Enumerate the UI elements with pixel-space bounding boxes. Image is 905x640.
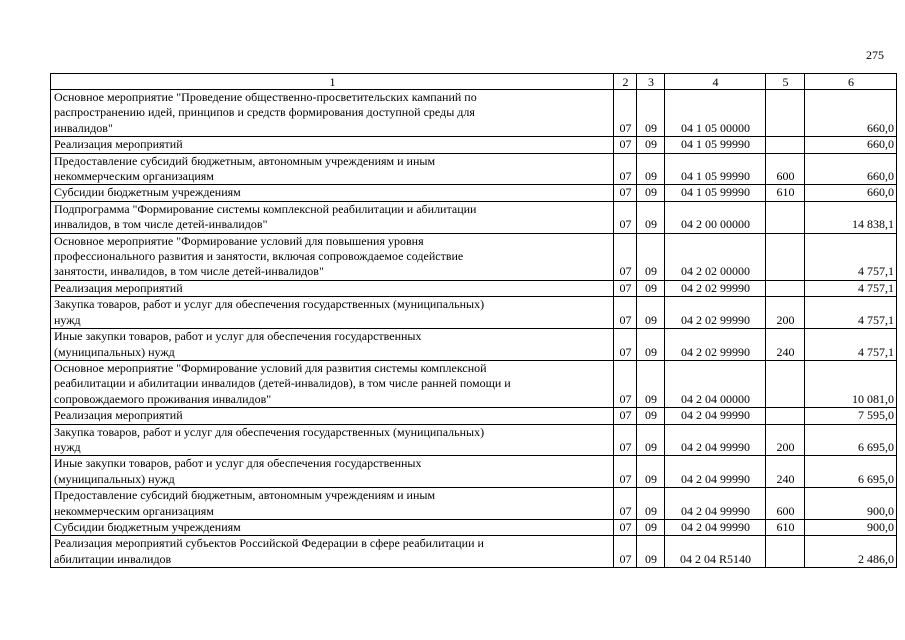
row-cell-c3: 09 [637, 201, 665, 233]
row-cell-c3: 09 [637, 536, 665, 568]
row-cell-c6: 14 838,1 [805, 201, 897, 233]
table-row [51, 137, 897, 153]
row-cell-c3: 09 [637, 488, 665, 520]
row-cell-c3: 09 [637, 137, 665, 153]
row-cell-c3: 09 [637, 280, 665, 296]
table-row [51, 185, 897, 201]
row-name-cell [51, 329, 614, 361]
row-cell-c2: 07 [614, 519, 637, 535]
table-row [51, 90, 897, 137]
row-name-cell [51, 297, 614, 329]
row-cell-c3: 09 [637, 233, 665, 280]
row-cell-c2: 07 [614, 329, 637, 361]
row-name-cell [51, 536, 614, 568]
row-name-line: распространению идей, принципов и средств формирования доступной среды для [54, 105, 475, 120]
row-cell-c4: 04 2 04 R5140 [665, 536, 766, 568]
row-cell-c5: 610 [766, 519, 805, 535]
row-cell-c6: 4 757,1 [805, 329, 897, 361]
row-cell-c6: 2 486,0 [805, 536, 897, 568]
header-row [51, 74, 897, 90]
row-cell-c5: 240 [766, 329, 805, 361]
header-cell-4: 4 [665, 74, 766, 90]
row-name-cell [51, 408, 614, 424]
row-name-line: реабилитации и абилитации инвалидов (детей-инвалидов), в том числе ранней помощи и [54, 376, 511, 391]
row-cell-c3: 09 [637, 90, 665, 137]
row-cell-c2: 07 [614, 280, 637, 296]
table-row [51, 360, 897, 407]
row-cell-c4: 04 2 02 99990 [665, 280, 766, 296]
table-row [51, 519, 897, 535]
header-cell-1: 1 [51, 74, 614, 90]
row-cell-c3: 09 [637, 519, 665, 535]
row-cell-c4: 04 2 04 99990 [665, 456, 766, 488]
row-name-cell [51, 90, 614, 137]
row-cell-c3: 09 [637, 185, 665, 201]
row-cell-c6: 10 081,0 [805, 360, 897, 407]
row-name-line: Основное мероприятие "Проведение общественно-просветительских кампаний по [54, 90, 477, 104]
row-cell-c2: 07 [614, 185, 637, 201]
row-name-cell [51, 456, 614, 488]
row-name-line: профессионального развития и занятости, включая сопровождаемое содействие [54, 249, 464, 264]
row-cell-c4: 04 1 05 99990 [665, 185, 766, 201]
row-cell-c2: 07 [614, 456, 637, 488]
header-cell-3: 3 [637, 74, 665, 90]
table-body [51, 90, 897, 568]
row-name-cell [51, 153, 614, 185]
row-name-cell [51, 185, 614, 201]
row-cell-c5 [766, 536, 805, 568]
row-cell-c6: 660,0 [805, 90, 897, 137]
row-cell-c5 [766, 137, 805, 153]
row-cell-c5 [766, 408, 805, 424]
header-cell-5: 5 [766, 74, 805, 90]
row-name-line: (муниципальных) нужд [54, 471, 175, 486]
row-cell-c5 [766, 201, 805, 233]
budget-table [50, 73, 897, 568]
row-cell-c2: 07 [614, 90, 637, 137]
row-cell-c5: 200 [766, 424, 805, 456]
table-row [51, 456, 897, 488]
row-name-line: Реализация мероприятий [54, 280, 183, 295]
row-cell-c6: 660,0 [805, 137, 897, 153]
row-name-line: нужд [54, 439, 81, 454]
row-name-line: Субсидии бюджетным учреждениям [54, 519, 241, 534]
row-cell-c2: 07 [614, 153, 637, 185]
row-cell-c5 [766, 360, 805, 407]
row-name-line: занятости, инвалидов, в том числе детей-инвалидов" [54, 264, 324, 279]
row-cell-c4: 04 1 05 99990 [665, 153, 766, 185]
row-cell-c6: 4 757,1 [805, 297, 897, 329]
row-cell-c3: 09 [637, 153, 665, 185]
row-cell-c2: 07 [614, 536, 637, 568]
row-cell-c5: 200 [766, 297, 805, 329]
row-name-line: некоммерческим организациям [54, 503, 214, 518]
page-number: 275 [866, 48, 884, 62]
row-cell-c3: 09 [637, 424, 665, 456]
row-cell-c4: 04 2 04 99990 [665, 488, 766, 520]
row-cell-c6: 6 695,0 [805, 456, 897, 488]
row-cell-c4: 04 2 04 99990 [665, 408, 766, 424]
row-name-cell [51, 424, 614, 456]
header-cell-2: 2 [614, 74, 637, 90]
row-name-line: Подпрограмма "Формирование системы комплексной реабилитации и абилитации [54, 201, 477, 216]
row-name-line: Реализация мероприятий субъектов Российской Федерации в сфере реабилитации и [54, 536, 484, 551]
row-cell-c2: 07 [614, 488, 637, 520]
row-cell-c4: 04 1 05 99990 [665, 137, 766, 153]
row-name-line: Иные закупки товаров, работ и услуг для обеспечения государственных [54, 456, 422, 471]
row-cell-c3: 09 [637, 360, 665, 407]
row-name-line: Реализация мероприятий [54, 137, 183, 152]
row-cell-c2: 07 [614, 137, 637, 153]
row-cell-c6: 900,0 [805, 519, 897, 535]
row-cell-c4: 04 2 04 99990 [665, 519, 766, 535]
row-name-line: Основное мероприятие "Формирование условий для развития системы комплексной [54, 360, 487, 375]
row-cell-c2: 07 [614, 297, 637, 329]
row-cell-c2: 07 [614, 408, 637, 424]
table-row [51, 233, 897, 280]
row-cell-c6: 4 757,1 [805, 233, 897, 280]
row-name-line: Предоставление субсидий бюджетным, автономным учреждениям и иным [54, 153, 436, 168]
row-cell-c5 [766, 280, 805, 296]
row-name-line: Основное мероприятие "Формирование условий для повышения уровня [54, 233, 424, 248]
row-cell-c5: 240 [766, 456, 805, 488]
row-name-line: некоммерческим организациям [54, 169, 214, 184]
table-row [51, 424, 897, 456]
row-cell-c4: 04 2 02 99990 [665, 329, 766, 361]
row-cell-c6: 4 757,1 [805, 280, 897, 296]
row-cell-c5 [766, 90, 805, 137]
row-name-cell [51, 280, 614, 296]
row-name-line: Иные закупки товаров, работ и услуг для обеспечения государственных [54, 329, 422, 344]
row-name-line: инвалидов, в том числе детей-инвалидов" [54, 217, 268, 232]
table-row [51, 297, 897, 329]
row-name-cell [51, 137, 614, 153]
row-name-line: абилитации инвалидов [54, 551, 172, 566]
row-cell-c4: 04 2 04 99990 [665, 424, 766, 456]
row-cell-c2: 07 [614, 201, 637, 233]
row-cell-c5 [766, 233, 805, 280]
row-cell-c6: 660,0 [805, 153, 897, 185]
row-cell-c2: 07 [614, 360, 637, 407]
row-cell-c3: 09 [637, 408, 665, 424]
table-row [51, 488, 897, 520]
header-cell-6: 6 [805, 74, 897, 90]
table-row [51, 153, 897, 185]
row-name-line: нужд [54, 312, 81, 327]
row-name-line: Субсидии бюджетным учреждениям [54, 185, 241, 200]
table-row [51, 408, 897, 424]
row-name-cell [51, 488, 614, 520]
row-name-cell [51, 519, 614, 535]
table-row [51, 280, 897, 296]
row-cell-c4: 04 2 00 00000 [665, 201, 766, 233]
table-row [51, 201, 897, 233]
row-name-cell [51, 201, 614, 233]
row-name-line: сопровождаемого проживания инвалидов" [54, 391, 272, 406]
table-row [51, 536, 897, 568]
row-cell-c2: 07 [614, 233, 637, 280]
row-cell-c3: 09 [637, 329, 665, 361]
row-cell-c3: 09 [637, 456, 665, 488]
row-name-cell [51, 360, 614, 407]
row-name-line: Реализация мероприятий [54, 408, 183, 423]
row-cell-c6: 900,0 [805, 488, 897, 520]
row-cell-c6: 660,0 [805, 185, 897, 201]
row-name-line: инвалидов" [54, 120, 113, 135]
row-name-line: Закупка товаров, работ и услуг для обеспечения государственных (муниципальных) [54, 424, 485, 439]
row-cell-c5: 600 [766, 488, 805, 520]
row-cell-c4: 04 2 02 00000 [665, 233, 766, 280]
row-cell-c2: 07 [614, 424, 637, 456]
row-name-line: (муниципальных) нужд [54, 344, 175, 359]
row-cell-c4: 04 2 04 00000 [665, 360, 766, 407]
row-cell-c3: 09 [637, 297, 665, 329]
row-cell-c5: 610 [766, 185, 805, 201]
row-cell-c4: 04 1 05 00000 [665, 90, 766, 137]
row-cell-c6: 6 695,0 [805, 424, 897, 456]
row-cell-c6: 7 595,0 [805, 408, 897, 424]
row-name-cell [51, 233, 614, 280]
table-row [51, 329, 897, 361]
row-cell-c4: 04 2 02 99990 [665, 297, 766, 329]
row-name-line: Предоставление субсидий бюджетным, автономным учреждениям и иным [54, 488, 436, 503]
row-name-line: Закупка товаров, работ и услуг для обеспечения государственных (муниципальных) [54, 297, 485, 312]
row-cell-c5: 600 [766, 153, 805, 185]
